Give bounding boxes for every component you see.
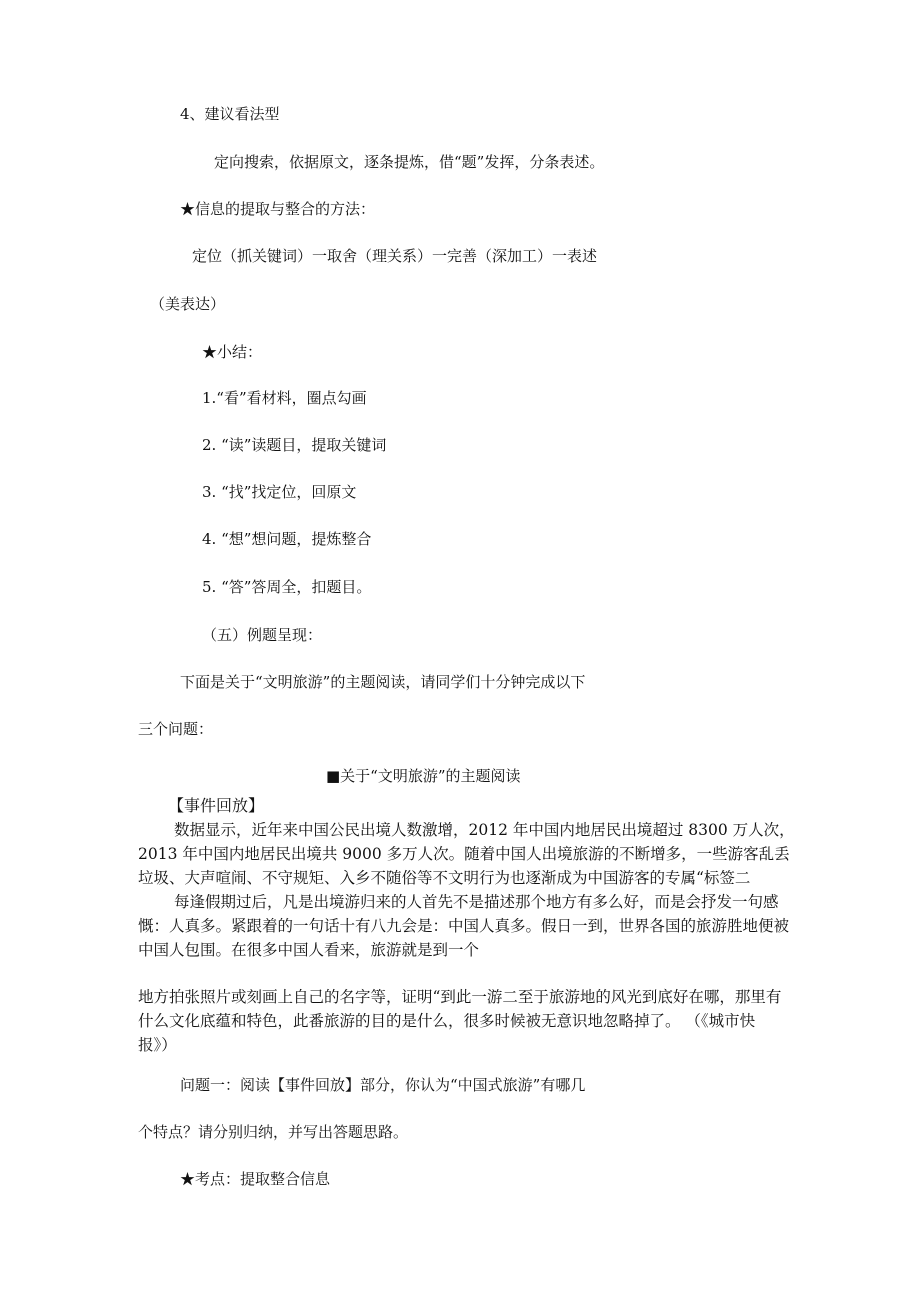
heading-info-method: ★信息的提取与整合的方法： bbox=[180, 200, 376, 218]
paragraph-line: 数据显示，近年来中国公民出境人数激增，2012 年中国内地居民出境超过 8300 万人次， bbox=[174, 821, 795, 839]
question-1-line2: 个特点？请分别归纳，并写出答题思路。 bbox=[138, 1123, 409, 1141]
question-1-line1: 问题一：阅读【事件回放】部分，你认为“中国式旅游”有哪几 bbox=[180, 1076, 586, 1094]
paragraph-line: 中国人包围。在很多中国人看来，旅游就是到一个 bbox=[138, 941, 480, 959]
key-point: ★考点：提取整合信息 bbox=[180, 1170, 331, 1188]
reading-section-label: 【事件回放】 bbox=[168, 796, 265, 815]
paragraph-line: 地方拍张照片或刻画上自己的名字等，证明“到此一游二至于旅游地的风光到底好在哪，那里有 bbox=[138, 988, 782, 1006]
heading-suggestion-type: 4、建议看法型 bbox=[180, 105, 280, 123]
summary-item-1: 1.“看”看材料，圈点勾画 bbox=[202, 389, 367, 407]
reading-paragraph-3 bbox=[138, 985, 788, 1057]
summary-item-4: 4. “想”想问题，提炼整合 bbox=[202, 530, 372, 548]
info-method-line2: （美表达） bbox=[150, 295, 226, 313]
heading-example: （五）例题呈现： bbox=[202, 626, 323, 644]
paragraph-line: 慨：人真多。紧跟着的一句话十有八九会是：中国人真多。假日一到，世界各国的旅游胜地便被 bbox=[138, 917, 790, 935]
example-intro-line1: 下面是关于“文明旅游”的主题阅读，请同学们十分钟完成以下 bbox=[180, 673, 586, 691]
reading-title: ■关于“文明旅游”的主题阅读 bbox=[326, 767, 521, 785]
paragraph-line: 垃圾、大声喧闹、不守规矩、入乡不随俗等不文明行为也逐渐成为中国游客的专属“标签二 bbox=[138, 869, 751, 887]
summary-item-5: 5. “答”答周全，扣题目。 bbox=[202, 578, 372, 596]
example-intro-line2: 三个问题： bbox=[138, 720, 214, 738]
paragraph-line: 什么文化底蕴和特色，此番旅游的目的是什么，很多时候被无意识地忽略掉了。 （《城市快 bbox=[138, 1012, 756, 1030]
summary-item-2: 2. “读”读题目，提取关键词 bbox=[202, 436, 387, 454]
suggestion-method-text: 定向搜索，依据原文，逐条提炼，借“题”发挥，分条表述。 bbox=[214, 153, 605, 171]
info-method-line1: 定位（抓关键词）一取舍（理关系）一完善（深加工）一表述 bbox=[192, 247, 598, 265]
heading-summary: ★小结： bbox=[202, 343, 263, 361]
reading-paragraph-2 bbox=[138, 890, 788, 962]
reading-paragraph-1 bbox=[138, 818, 795, 890]
summary-item-3: 3. “找”找定位，回原文 bbox=[202, 483, 357, 501]
paragraph-line: 每逢假期过后，凡是出境游归来的人首先不是描述那个地方有多么好，而是会抒发一句感 bbox=[174, 893, 779, 911]
paragraph-line: 2013 年中国内地居民出境共 9000 多万人次。随着中国人出境旅游的不断增多，一些游客乱丢 bbox=[138, 845, 790, 863]
paragraph-line: 报》） bbox=[138, 1036, 177, 1054]
